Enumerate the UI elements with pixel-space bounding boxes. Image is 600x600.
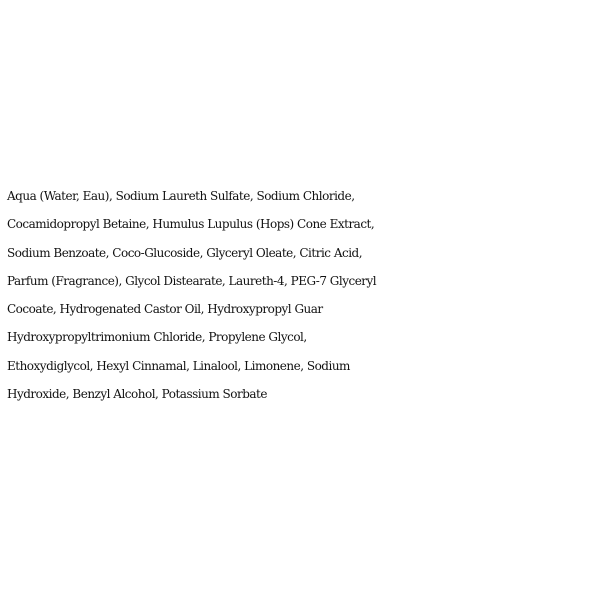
ingredients-line: Ethoxydiglycol, Hexyl Cinnamal, Linalool, Limonene, Sodium — [7, 358, 350, 373]
ingredients-line: Sodium Benzoate, Coco-Glucoside, Glyceryl Oleate, Citric Acid, — [7, 245, 363, 260]
ingredients-line: Hydroxypropyltrimonium Chloride, Propylene Glycol, — [7, 330, 307, 345]
ingredients-list — [7, 182, 597, 408]
ingredients-line: Parfum (Fragrance), Glycol Distearate, Laureth-4, PEG-7 Glyceryl — [7, 273, 377, 288]
ingredients-line: Cocoate, Hydrogenated Castor Oil, Hydroxypropyl Guar — [7, 302, 323, 317]
ingredients-line: Hydroxide, Benzyl Alcohol, Potassium Sorbate — [7, 387, 267, 402]
ingredients-line: Aqua (Water, Eau), Sodium Laureth Sulfate, Sodium Chloride, — [7, 189, 355, 203]
ingredients-line: Cocamidopropyl Betaine, Humulus Lupulus (Hops) Cone Extract, — [7, 217, 375, 232]
